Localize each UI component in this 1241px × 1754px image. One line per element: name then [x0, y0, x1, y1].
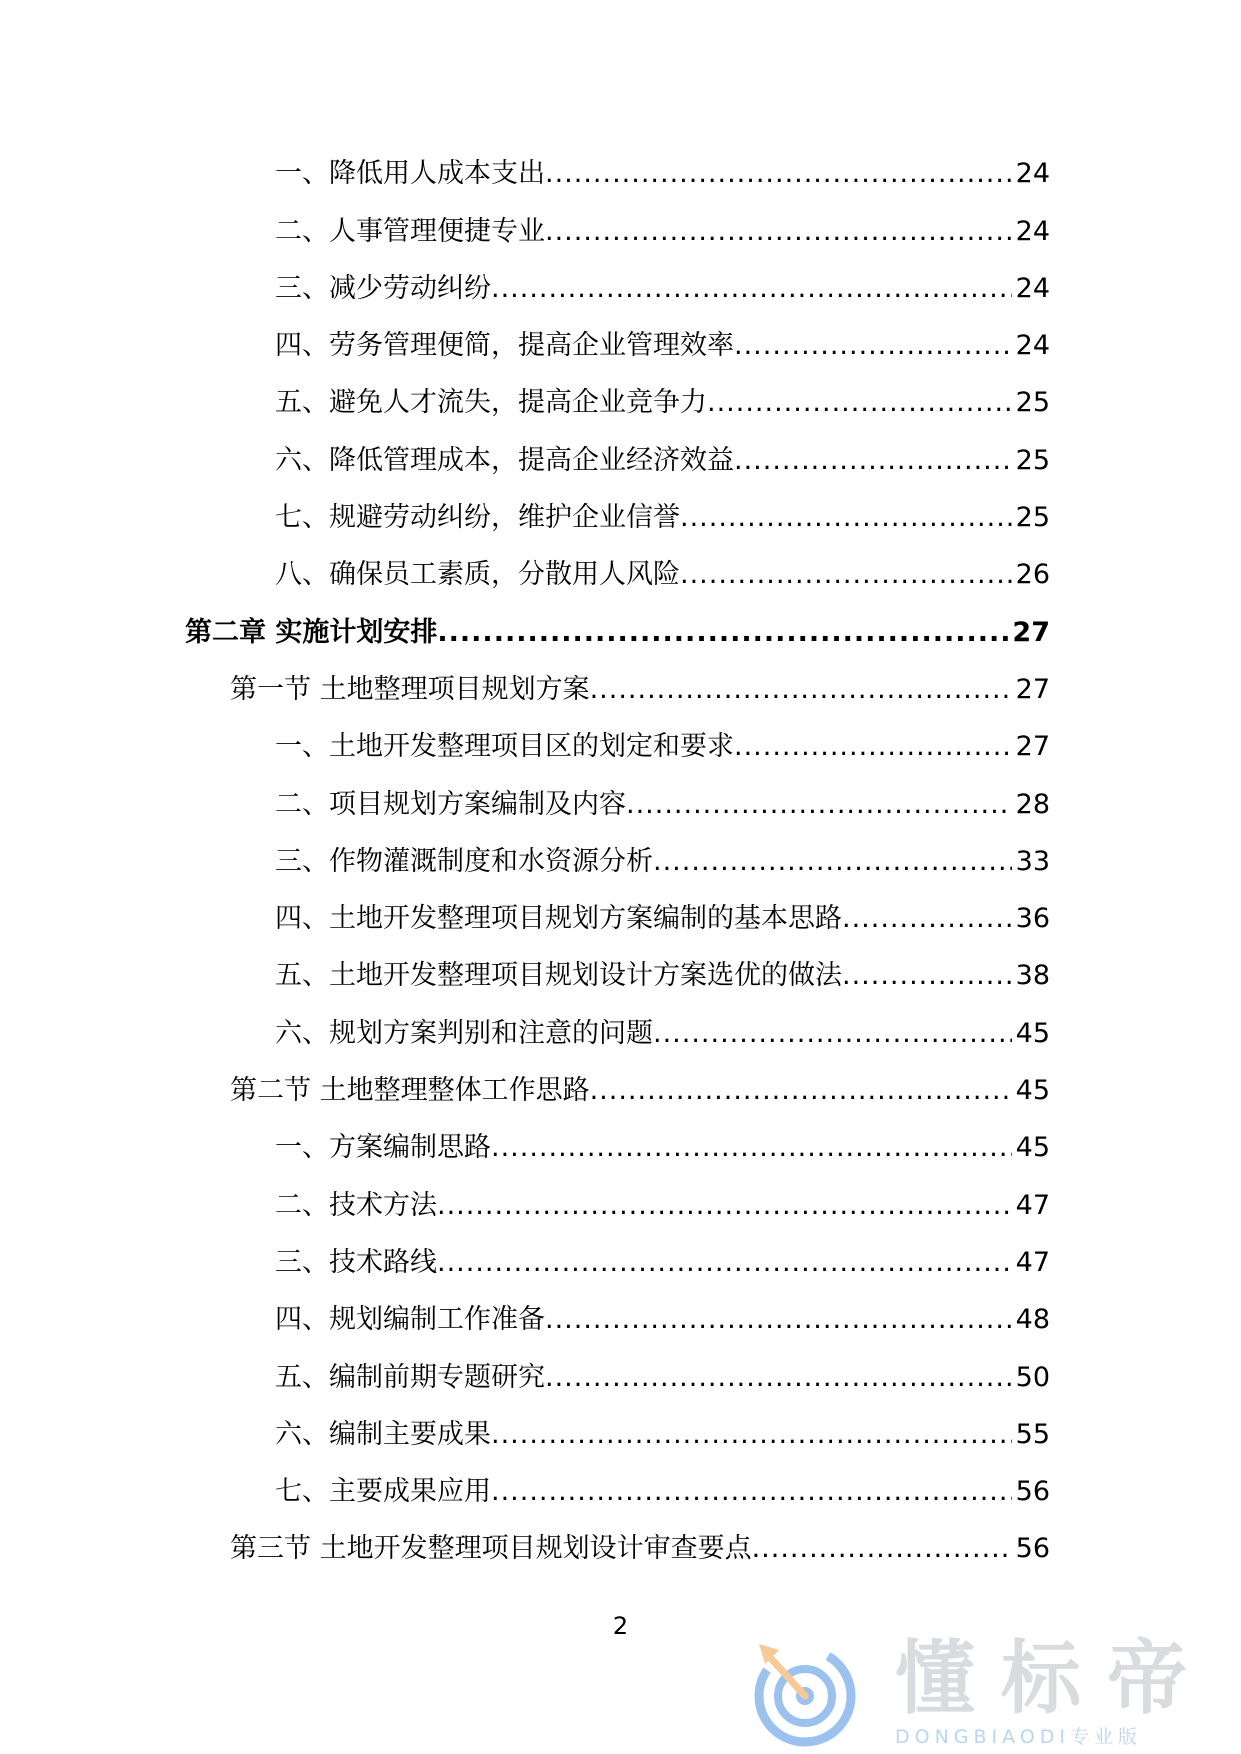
toc-entry-page: 36	[1015, 903, 1050, 935]
toc-dot-leader	[752, 1534, 1012, 1564]
toc-entry-title: 第三节 土地开发整理项目规划设计审查要点	[230, 1533, 752, 1565]
toc-entry-page: 48	[1015, 1304, 1050, 1336]
toc-dot-leader	[680, 503, 1012, 533]
toc-entry-title: 六、编制主要成果	[275, 1418, 491, 1450]
toc-entry-page: 47	[1015, 1246, 1050, 1278]
toc-entry[interactable]	[0, 948, 1241, 1005]
toc-entry-title: 一、方案编制思路	[275, 1132, 491, 1164]
page-number: 2	[612, 1612, 629, 1640]
toc-entry-title: 五、土地开发整理项目规划设计方案选优的做法	[275, 960, 842, 992]
toc-entry-page: 45	[1015, 1017, 1050, 1049]
toc-entry[interactable]	[0, 1521, 1241, 1578]
toc-entry-page: 27	[1015, 731, 1050, 763]
toc-dot-leader	[734, 331, 1012, 361]
toc-entry-title: 第二节 土地整理整体工作思路	[230, 1075, 590, 1107]
toc-entry-page: 25	[1015, 444, 1050, 476]
toc-entry[interactable]	[0, 604, 1241, 661]
watermark-subtitle: DONGBIAODI专业版	[895, 1726, 1143, 1748]
toc-entry-page: 24	[1015, 330, 1050, 362]
toc-entry-title: 一、降低用人成本支出	[275, 158, 545, 190]
toc-entry[interactable]	[0, 1292, 1241, 1349]
toc-entry[interactable]	[0, 1005, 1241, 1062]
toc-dot-leader	[437, 1191, 1012, 1221]
toc-entry-page: 45	[1015, 1075, 1050, 1107]
toc-entry-page: 33	[1015, 845, 1050, 877]
toc-entry-page: 27	[1015, 673, 1050, 705]
toc-entry[interactable]	[0, 834, 1241, 891]
toc-entry[interactable]	[0, 375, 1241, 432]
toc-entry-title: 三、作物灌溉制度和水资源分析	[275, 845, 653, 877]
toc-dot-leader	[734, 732, 1012, 762]
toc-entry-page: 45	[1015, 1132, 1050, 1164]
toc-entry-title: 七、主要成果应用	[275, 1476, 491, 1508]
table-of-contents	[0, 146, 1241, 1578]
toc-dot-leader	[545, 159, 1012, 189]
toc-entry[interactable]	[0, 1120, 1241, 1177]
toc-entry[interactable]	[0, 490, 1241, 547]
toc-dot-leader	[653, 847, 1012, 877]
toc-entry[interactable]	[0, 1235, 1241, 1292]
toc-dot-leader	[437, 1248, 1012, 1278]
toc-entry-page: 50	[1015, 1361, 1050, 1393]
toc-entry-page: 24	[1015, 158, 1050, 190]
toc-entry[interactable]	[0, 432, 1241, 489]
toc-entry-page: 24	[1015, 215, 1050, 247]
toc-entry-title: 四、土地开发整理项目规划方案编制的基本思路	[275, 903, 842, 935]
toc-dot-leader	[491, 1133, 1012, 1163]
toc-dot-leader	[491, 1420, 1012, 1450]
toc-entry[interactable]	[0, 547, 1241, 604]
toc-dot-leader	[680, 560, 1012, 590]
toc-entry-title: 四、劳务管理便简，提高企业管理效率	[275, 330, 734, 362]
toc-entry[interactable]	[0, 891, 1241, 948]
toc-dot-leader	[437, 618, 1012, 648]
toc-entry-page: 24	[1015, 272, 1050, 304]
toc-dot-leader	[734, 446, 1012, 476]
watermark-title: 懂标帝	[895, 1632, 1213, 1725]
toc-entry-title: 二、人事管理便捷专业	[275, 215, 545, 247]
toc-entry-title: 二、项目规划方案编制及内容	[275, 788, 626, 820]
toc-entry-title: 六、降低管理成本，提高企业经济效益	[275, 444, 734, 476]
toc-entry-title: 第一节 土地整理项目规划方案	[230, 673, 590, 705]
toc-dot-leader	[545, 1305, 1012, 1335]
toc-entry-page: 55	[1015, 1418, 1050, 1450]
toc-entry-title: 七、规避劳动纠纷，维护企业信誉	[275, 502, 680, 534]
toc-entry[interactable]	[0, 719, 1241, 776]
toc-entry-title: 六、规划方案判别和注意的问题	[275, 1017, 653, 1049]
toc-entry-title: 第二章 实施计划安排	[185, 616, 438, 648]
toc-entry[interactable]	[0, 1349, 1241, 1406]
target-arrow-icon	[745, 1630, 865, 1750]
toc-entry-title: 八、确保员工素质，分散用人风险	[275, 559, 680, 591]
toc-entry-title: 一、土地开发整理项目区的划定和要求	[275, 731, 734, 763]
toc-dot-leader	[545, 1363, 1012, 1393]
toc-entry-page: 38	[1015, 960, 1050, 992]
toc-entry-title: 三、减少劳动纠纷	[275, 272, 491, 304]
toc-dot-leader	[653, 1019, 1012, 1049]
toc-dot-leader	[842, 961, 1012, 991]
toc-entry[interactable]	[0, 203, 1241, 260]
toc-entry-title: 五、避免人才流失，提高企业竞争力	[275, 387, 707, 419]
toc-entry[interactable]	[0, 776, 1241, 833]
toc-entry[interactable]	[0, 146, 1241, 203]
toc-entry-page: 28	[1015, 788, 1050, 820]
watermark	[745, 1630, 1225, 1750]
toc-dot-leader	[590, 1076, 1012, 1106]
toc-entry-page: 25	[1015, 502, 1050, 534]
toc-entry-page: 47	[1015, 1189, 1050, 1221]
toc-entry[interactable]	[0, 1407, 1241, 1464]
toc-entry-page: 27	[1012, 616, 1050, 648]
toc-dot-leader	[590, 675, 1012, 705]
toc-entry-page: 56	[1015, 1533, 1050, 1565]
toc-entry-title: 三、技术路线	[275, 1246, 437, 1278]
toc-entry[interactable]	[0, 1063, 1241, 1120]
toc-entry[interactable]	[0, 662, 1241, 719]
toc-entry[interactable]	[0, 261, 1241, 318]
toc-entry-title: 二、技术方法	[275, 1189, 437, 1221]
toc-entry-title: 五、编制前期专题研究	[275, 1361, 545, 1393]
toc-entry[interactable]	[0, 318, 1241, 375]
toc-dot-leader	[707, 388, 1012, 418]
toc-entry-page: 26	[1015, 559, 1050, 591]
toc-dot-leader	[545, 217, 1012, 247]
toc-entry-title: 四、规划编制工作准备	[275, 1304, 545, 1336]
toc-dot-leader	[491, 274, 1012, 304]
toc-dot-leader	[626, 790, 1012, 820]
toc-entry[interactable]	[0, 1177, 1241, 1234]
toc-entry-page: 56	[1015, 1476, 1050, 1508]
toc-entry-page: 25	[1015, 387, 1050, 419]
toc-dot-leader	[842, 904, 1012, 934]
toc-dot-leader	[491, 1477, 1012, 1507]
toc-entry[interactable]	[0, 1464, 1241, 1521]
